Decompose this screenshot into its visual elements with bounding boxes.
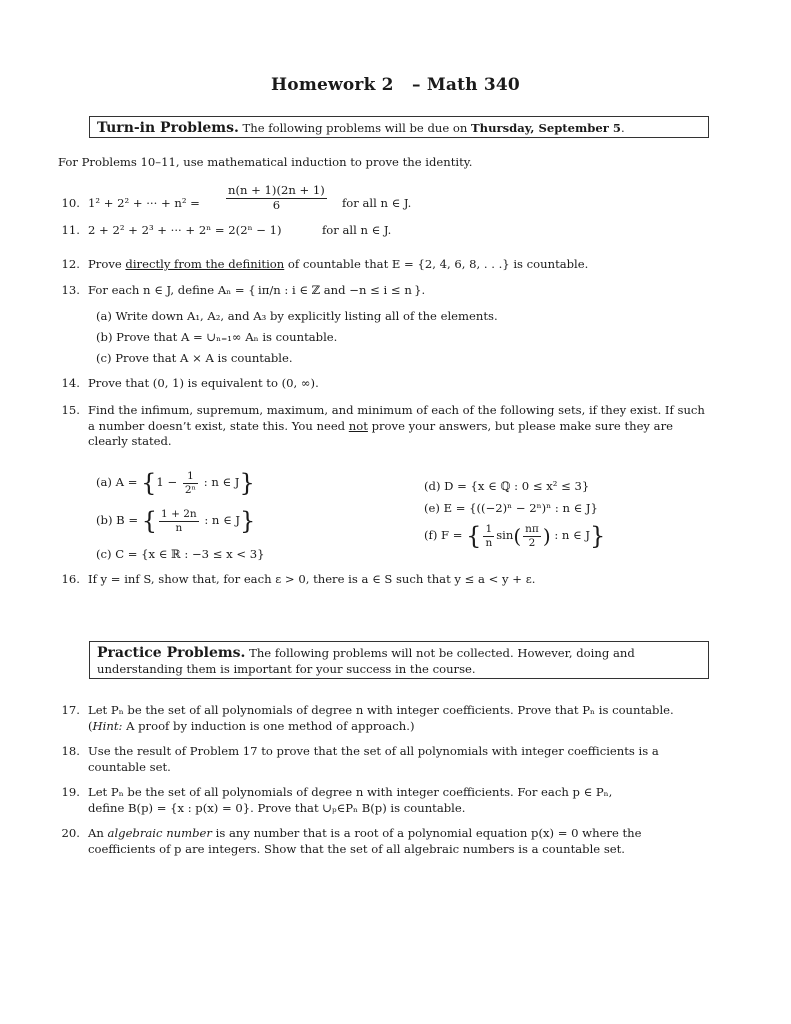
set-a (96, 470, 255, 496)
fraction-denominator: 2 (528, 536, 536, 549)
turn-in-heading: Turn-in Problems. (97, 120, 239, 136)
brace-open: { (141, 507, 158, 536)
set-f-fraction (483, 523, 494, 549)
fraction-denominator: 6 (272, 197, 281, 212)
brace-open: { (141, 469, 157, 498)
problem-number: 11. (61, 223, 80, 237)
problem-10-fraction (226, 184, 327, 213)
fraction-numerator: 1 (183, 470, 198, 484)
problem-10-condition: for all n ∈ J. (342, 196, 412, 210)
text-fragment: is any number that is a root of a polynomial equation p(x) = 0 where the coefficients of p are integers. Show that the set of all algebraic numbers is a countable set. (88, 826, 642, 856)
problem-number: 19. (61, 785, 80, 799)
brace-close: } (589, 522, 606, 551)
text-fragment: of countable that E = {2, 4, 6, 8, . . .} is countable. (284, 257, 589, 271)
problem-number: 16. (61, 572, 80, 586)
set-condition: : n ∈ J (554, 528, 590, 543)
practice-box (89, 641, 709, 679)
sin-function: sin (496, 528, 514, 543)
text-fragment: prove your answers, but please make sure they are clearly stated. (88, 418, 673, 449)
fraction-numerator: nπ (525, 523, 539, 535)
set-condition: : n ∈ J (203, 475, 240, 490)
problem-10-lhs: 1² + 2² + ··· + n² = (88, 196, 200, 210)
problem-number: 10. (61, 196, 80, 210)
set-label: (f) F = (424, 528, 463, 543)
fraction-denominator: n (175, 521, 183, 534)
turn-in-period: . (621, 121, 625, 135)
due-date: Thursday, September 5 (471, 121, 622, 135)
problem-17-text (88, 703, 710, 734)
problem-16-text: If y = inf S, show that, for each ε > 0, there is a ∈ S such that y ≤ a < y + ε. (88, 572, 536, 586)
practice-text: The following problems will not be collected. However, doing and understanding them is important for your success in the course. (97, 646, 635, 677)
practice-heading: Practice Problems. (97, 645, 246, 661)
hint-label: Hint: (92, 718, 123, 733)
set-e: (e) E = {((−2)ⁿ − 2ⁿ)ⁿ : n ∈ J} (424, 501, 598, 515)
problem-number: 15. (61, 403, 80, 417)
paren-open: ( (513, 524, 522, 549)
fraction-denominator: 2ⁿ (184, 483, 197, 496)
text-fragment: An (88, 826, 108, 840)
emphasized-term: algebraic number (107, 826, 212, 840)
brace-close: } (239, 469, 255, 498)
fraction-numerator: n(n + 1)(2n + 1) (228, 183, 325, 197)
problem-20-text (88, 826, 710, 857)
problem-number: 12. (61, 257, 80, 271)
set-b (96, 508, 255, 534)
fraction-numerator: 1 (483, 523, 494, 537)
underlined-text: directly from the definition (125, 257, 285, 271)
fraction-denominator: n (485, 536, 493, 549)
fraction-numerator: 1 + 2n (161, 508, 197, 520)
problem-number: 13. (61, 283, 80, 297)
set-condition: : n ∈ J (204, 513, 241, 528)
turn-in-box (89, 116, 709, 138)
text-fragment: Find the infimum, supremum, maximum, and minimum of each of the following sets, if they exist. If such a number doesn’t exist, state this. You need (88, 403, 705, 433)
problem-11-text: 2 + 2² + 2³ + ··· + 2ⁿ = 2(2ⁿ − 1) (88, 223, 282, 237)
text-fragment: Prove (88, 257, 126, 271)
set-expression: 1 − (156, 475, 178, 490)
paren-close: ) (542, 524, 551, 549)
problem-number: 14. (61, 376, 80, 390)
brace-close: } (240, 507, 256, 536)
problem-number: 20. (61, 826, 80, 840)
brace-open: { (466, 522, 482, 551)
set-b-fraction (159, 508, 199, 534)
problem-14-text: Prove that (0, 1) is equivalent to (0, ∞). (88, 376, 319, 390)
instructions-text: For Problems 10–11, use mathematical induction to prove the identity. (58, 155, 473, 169)
problem-13b: (b) Prove that A = ∪ₙ₌₁∞ Aₙ is countable. (96, 330, 338, 344)
problem-18-text: Use the result of Problem 17 to prove that the set of all polynomials with integer coefficients is a countable set. (88, 744, 659, 774)
text-fragment: A proof by induction is one method of approach.) (122, 718, 415, 733)
turn-in-text: The following problems will be due on (238, 121, 472, 135)
underlined-text: not (348, 418, 368, 433)
set-a-fraction (183, 470, 198, 496)
problem-number: 18. (61, 744, 80, 758)
set-label: (b) B = (96, 513, 139, 528)
text-fragment: Let Pₙ be the set of all polynomials of degree n with integer coefficients. Prove that Pₙ is countable. ( (88, 703, 674, 733)
problem-13a: (a) Write down A₁, A₂, and A₃ by explicitly listing all of the elements. (96, 309, 498, 323)
problem-19-text: Let Pₙ be the set of all polynomials of degree n with integer coefficients. For each p ∈ Pₙ, define B(p) = {x : p(x) = 0}. Prove that ∪ₚ∈Pₙ B(p) is countable. (88, 785, 613, 815)
set-d: (d) D = {x ∈ ℚ : 0 ≤ x² ≤ 3} (424, 479, 590, 493)
problem-number: 17. (61, 703, 80, 717)
set-label: (a) A = (96, 475, 138, 490)
set-c: (c) C = {x ∈ ℝ : −3 ≤ x < 3} (96, 547, 265, 561)
problem-13c: (c) Prove that A × A is countable. (96, 351, 293, 365)
problem-13-text: For each n ∈ J, define Aₙ = { iπ/n : i ∈ ℤ and −n ≤ i ≤ n }. (88, 283, 426, 297)
sin-argument-fraction (523, 523, 541, 549)
problem-12-text (88, 257, 588, 273)
page-title: Homework 2 – Math 340 (271, 75, 520, 95)
set-f (424, 523, 605, 549)
problem-15-text (88, 403, 710, 450)
problem-11-condition: for all n ∈ J. (322, 223, 392, 237)
